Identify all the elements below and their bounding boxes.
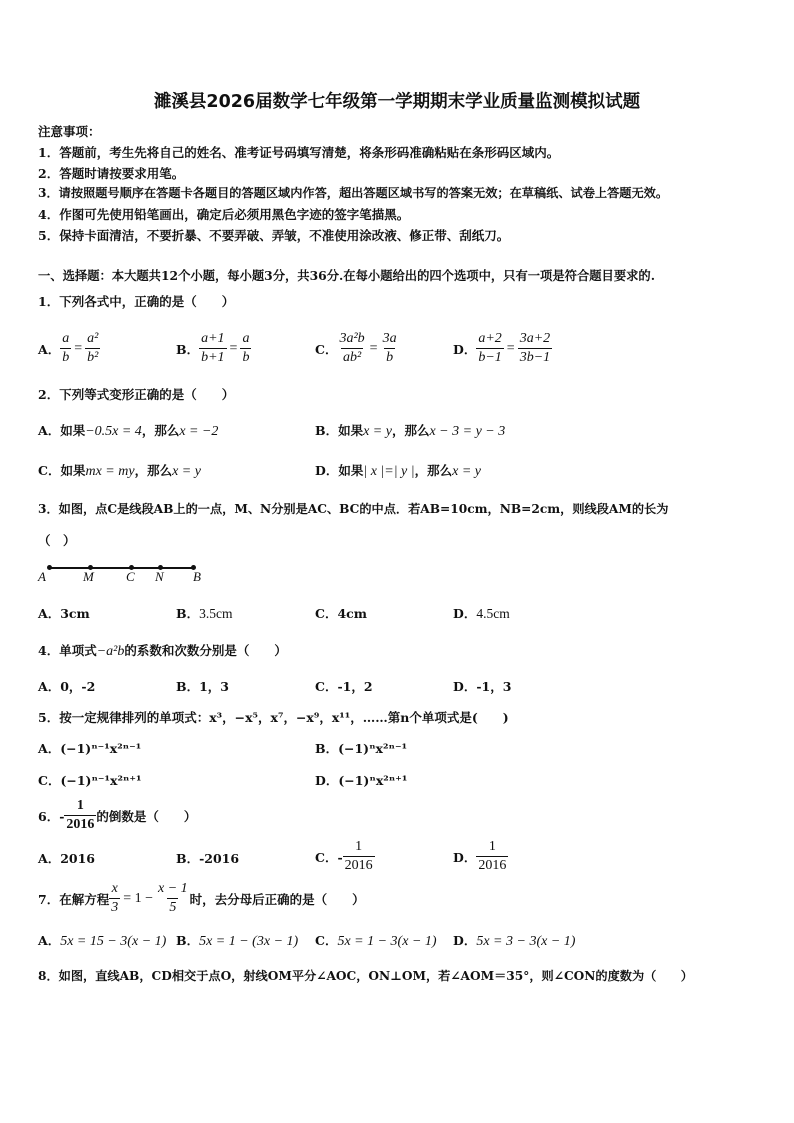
question-8-stem: 8．如图，直线AB，CD相交于点O，射线OM平分∠AOC，ON⊥OM，若∠AOM＝35°，则∠CON的度数为（ ）: [38, 969, 693, 983]
notes-heading: 注意事项：: [38, 124, 101, 139]
q6-option-a: A．2016: [38, 851, 95, 866]
option-label: C．: [315, 341, 338, 357]
option-label: B．: [176, 341, 200, 357]
question-2-stem: 2．下列等式变形正确的是（ ）: [38, 387, 235, 402]
fraction: $\frac{a}{b}$: [62, 331, 70, 365]
line-segment-ab: [49, 567, 193, 569]
q3-option-c: C．4cm: [315, 606, 367, 621]
question-3-paren: （ ）: [38, 533, 76, 548]
q2-option-c: C．如果mx = my，那么x = y: [38, 463, 201, 479]
q2-option-a: A．如果−0.5x = 4，那么x = −2: [38, 423, 219, 439]
q1-option-b: B． $\frac{a+1}{b+1}$ = $\frac{a}{b}$: [176, 331, 250, 365]
q5-option-a: A．(−1)ⁿ⁻¹x²ⁿ⁻¹: [38, 741, 142, 756]
question-3-stem: 3．如图，点C是线段AB上的一点，M、N分别是AC、BC的中点．若AB=10cm，NB=2cm，则线段AM的长为: [38, 502, 669, 516]
option-label: A．: [38, 341, 61, 357]
q4-option-c: C．-1，2: [315, 679, 373, 694]
fraction: $\frac{x - 1}{5}$: [158, 881, 188, 915]
label-m: M: [83, 569, 94, 584]
note-item: 4．作图可先使用铅笔画出，确定后必须用黑色字迹的签字笔描黑。: [38, 207, 410, 222]
fraction: $\frac{3a}{b}$: [382, 331, 397, 365]
label-c: C: [126, 569, 135, 584]
question-4-stem: 4．单项式−a²b的系数和次数分别是（ ）: [38, 643, 287, 659]
point-a: [47, 565, 52, 570]
q4-option-b: B．1，3: [176, 679, 229, 694]
option-label: D．: [453, 341, 477, 357]
q5-option-b: B．(−1)ⁿx²ⁿ⁻¹: [315, 741, 408, 756]
note-item: 1．答题前，考生先将自己的姓名、准考证号码填写清楚，将条形码准确粘贴在条形码区域内。: [38, 145, 560, 160]
q7-option-a: A．5x = 15 − 3(x − 1): [38, 933, 167, 949]
fraction: $\frac{a+1}{b+1}$: [201, 331, 225, 365]
label-n: N: [155, 569, 164, 584]
q1-option-a: A． $\frac{a}{b}$ = $\frac{\text{a²}}{\text{b²}}$: [38, 331, 99, 365]
fraction: $\frac{3a+2}{3b-1}$: [519, 331, 551, 365]
q1-option-c: C． $\frac{\text{3a²b}}{\text{ab²}}$ = $\frac{3a}{b}$: [315, 331, 397, 365]
label-a: A: [38, 569, 46, 584]
fraction: $\frac{1}{2016}$: [66, 798, 95, 832]
q1-option-d: D． $\frac{a+2}{b-1}$ = $\frac{3a+2}{3b-1}$: [453, 331, 551, 365]
fraction: $\frac{\text{a²}}{\text{b²}}$: [87, 331, 99, 365]
fraction: $\frac{x}{3}$: [111, 881, 119, 915]
page-title: 濉溪县2026届数学七年级第一学期期末学业质量监测模拟试题: [153, 92, 641, 112]
question-1-stem: 1．下列各式中，正确的是（ ）: [38, 294, 235, 309]
question-6-stem: 6．- $\frac{1}{2016}$ 的倒数是（ ）: [38, 798, 197, 832]
q3-option-d: D．4.5cm: [453, 606, 510, 621]
q7-option-d: D．5x = 3 − 3(x − 1): [453, 933, 576, 949]
q3-option-a: A．3cm: [38, 606, 90, 621]
q6-option-d: D． $\frac{1}{2016}$: [453, 839, 507, 873]
note-item: 3．请按照题号顺序在答题卡各题目的答题区域内作答，超出答题区域书写的答案无效；在草稿纸、试卷上答题无效。: [38, 186, 669, 200]
fraction: $\frac{\text{3a²b}}{\text{ab²}}$: [339, 331, 365, 365]
fraction: $\frac{1}{2016}$: [344, 839, 373, 873]
note-item: 2．答题时请按要求用笔。: [38, 166, 185, 181]
q2-option-d: D．如果| x |=| y |，那么x = y: [315, 463, 482, 479]
fraction: $\frac{1}{2016}$: [478, 839, 507, 873]
q5-option-c: C．(−1)ⁿ⁻¹x²ⁿ⁺¹: [38, 773, 142, 788]
section-heading: 一、选择题：本大题共12个小题，每小题3分，共36分.在每小题给出的四个选项中，只有一项是符合题目要求的.: [38, 268, 656, 283]
q7-option-b: B．5x = 1 − (3x − 1): [176, 933, 299, 949]
q3-option-b: B．3.5cm: [176, 606, 233, 621]
note-item: 5．保持卡面清洁，不要折暴、不要弄破、弄皱，不准使用涂改液、修正带、刮纸刀。: [38, 228, 510, 243]
q2-option-b: B．如果x = y，那么x − 3 = y − 3: [315, 423, 506, 439]
q6-option-b: B．-2016: [176, 851, 240, 866]
question-5-stem: 5．按一定规律排列的单项式：x³，−x⁵，x⁷，−x⁹，x¹¹，……第n个单项式是( ): [38, 710, 509, 725]
fraction: $\frac{a}{b}$: [242, 331, 250, 365]
q7-option-c: C．5x = 1 − 3(x − 1): [315, 933, 437, 949]
q4-option-a: A．0，-2: [38, 679, 96, 694]
label-b: B: [193, 569, 201, 584]
q6-option-c: C．- $\frac{1}{2016}$: [315, 839, 373, 873]
q4-option-d: D．-1，3: [453, 679, 512, 694]
q5-option-d: D．(−1)ⁿx²ⁿ⁺¹: [315, 773, 408, 788]
question-7-stem: 7．在解方程 $\frac{x}{3}$ = 1 − $\frac{x - 1}{5}$ 时，去分母后正确的是（ ）: [38, 881, 365, 915]
fraction: $\frac{a+2}{b-1}$: [478, 331, 502, 365]
